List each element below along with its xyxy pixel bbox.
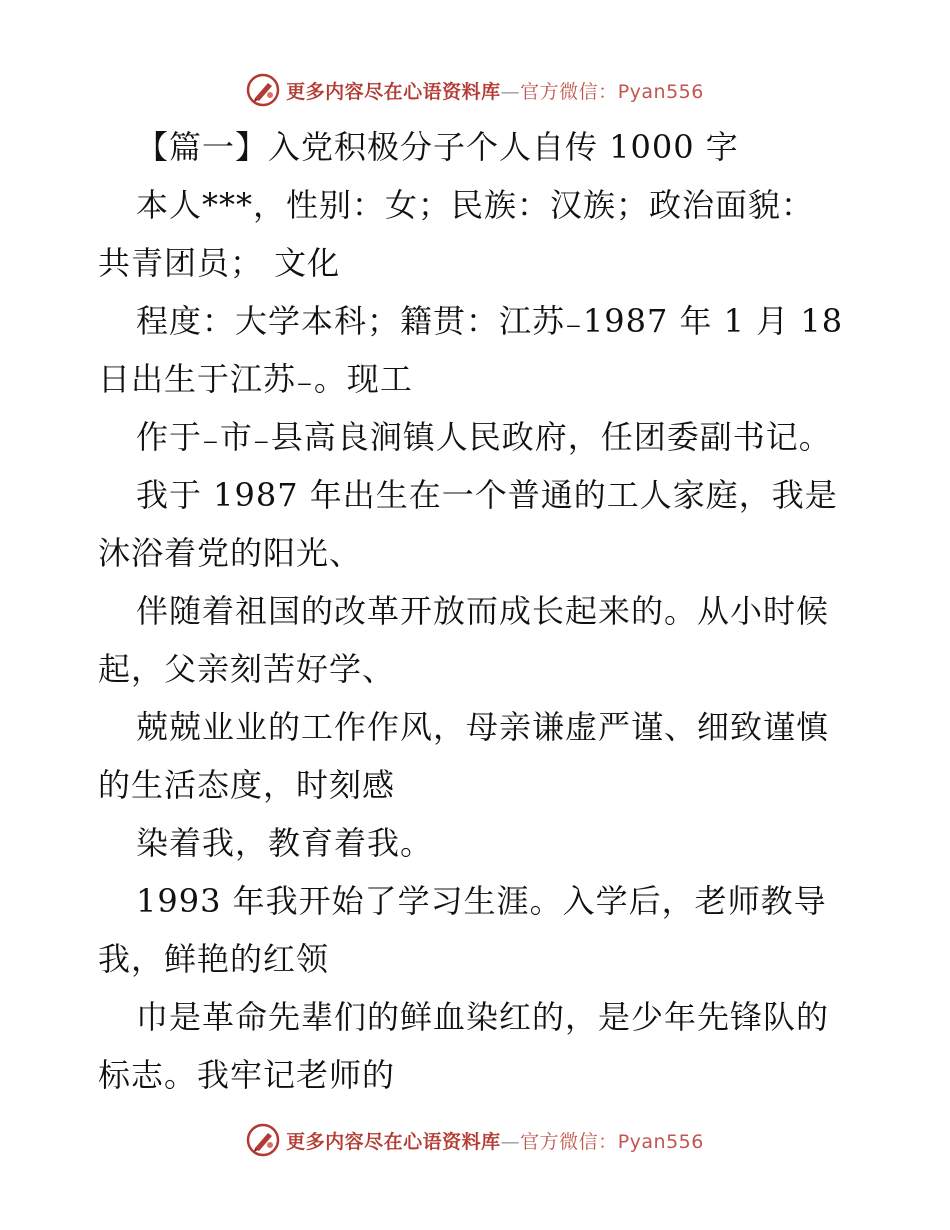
watermark-text [286, 77, 704, 104]
paragraph-line: 我，鲜艳的红领 [98, 940, 330, 978]
watermark-wechat-label: 官方微信： [520, 1130, 618, 1153]
watermark-separator: — [500, 1130, 521, 1153]
watermark-wechat-label: 官方微信： [520, 80, 618, 103]
watermark-text [286, 1127, 704, 1154]
watermark-main-text: 更多内容尽在心语资料库 [286, 1130, 501, 1153]
watermark-wechat-id: Pyan556 [617, 80, 704, 103]
pen-logo-icon [246, 73, 280, 107]
paragraph-line: 起，父亲刻苦好学、 [98, 650, 396, 688]
paragraph-line: 作于₋市₋县高良涧镇人民政府，任团委副书记。 [136, 418, 832, 456]
paragraph-line: 兢兢业业的工作作风，母亲谦虚严谨、细致谨慎 [136, 708, 830, 746]
document-title: 【篇一】入党积极分子个人自传 1000 字 [136, 128, 739, 166]
document-body [98, 118, 858, 1104]
header-watermark [0, 70, 950, 110]
paragraph-line: 共青团员； 文化 [98, 244, 341, 282]
paragraph-line: 伴随着祖国的改革开放而成长起来的。从小时候 [136, 592, 830, 630]
paragraph-line: 1993 年我开始了学习生涯。入学后，老师教导 [136, 882, 827, 920]
pen-logo-icon [246, 1123, 280, 1157]
paragraph-line: 本人***，性别：女；民族：汉族；政治面貌： [136, 186, 815, 224]
paragraph-line: 程度：大学本科；籍贯：江苏₋1987 年 1 月 18 [136, 302, 844, 340]
paragraph-line: 沐浴着党的阳光、 [98, 534, 363, 572]
watermark-wechat-id: Pyan556 [617, 1130, 704, 1153]
paragraph-line: 日出生于江苏₋。现工 [98, 360, 413, 398]
paragraph-line: 标志。我牢记老师的 [98, 1056, 396, 1094]
watermark-main-text: 更多内容尽在心语资料库 [286, 80, 501, 103]
footer-watermark [0, 1120, 950, 1160]
watermark-separator: — [500, 80, 521, 103]
paragraph-line: 巾是革命先辈们的鲜血染红的，是少年先锋队的 [136, 998, 830, 1036]
paragraph-line: 染着我，教育着我。 [136, 824, 434, 862]
paragraph-line: 的生活态度，时刻感 [98, 766, 396, 804]
paragraph-line: 我于 1987 年出生在一个普通的工人家庭，我是 [136, 476, 838, 514]
